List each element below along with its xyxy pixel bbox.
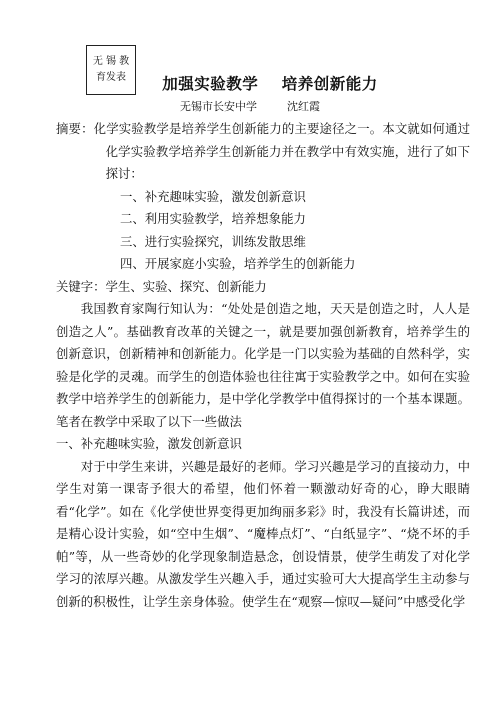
section-heading-1: 一、补充趣味实验，激发创新意识 — [56, 436, 242, 451]
stamp-line-1: 无 锡 教 — [92, 56, 130, 67]
author-line — [180, 98, 380, 114]
author-name: 沈红霞 — [287, 100, 320, 113]
abstract-point-3: 三、进行实验探究，训练发散思维 — [120, 233, 306, 249]
stamp-line-2: 育发表 — [96, 72, 126, 83]
article-body — [56, 118, 470, 613]
article-title: 加强实验教学 培养创新能力 — [162, 75, 378, 93]
keywords: 关键字：学生、实验、探究、创新能力 — [56, 278, 267, 294]
section-1-paragraph: 对于中学生来讲，兴趣是最好的老师。学习兴趣是学习的直接动力，中学生对第一课寄予很大的希望，他们怀着一颗激动好奇的心，睁大眼睛看“化学”。如在《化学使世界变得更加绚丽多彩》时，我没有长篇讲述，而是精心设计实验，如“空中生烟”、“魔棒点灯”、“白纸显字”、“烧不坏的手帕”等，从一些奇妙的化学现象制造悬念，创设情景，使学生萌发了对化学学习的浓厚兴趣。从激发学生兴趣入手，通过实验可大大提高学生主动参与创新的积极性，让学生亲身体验。使学生在“观察—惊叹—疑问”中感受化学 — [56, 458, 470, 609]
abstract-label: 摘要： — [56, 121, 94, 136]
author-school: 无锡市长安中学 — [180, 100, 257, 113]
publication-stamp — [86, 45, 136, 95]
abstract — [56, 118, 470, 186]
abstract-point-1: 一、补充趣味实验，激发创新意识 — [120, 188, 306, 204]
abstract-point-4: 四、开展家庭小实验，培养学生的创新能力 — [120, 256, 356, 271]
intro-paragraph: 我国教育家陶行知认为：“处处是创造之地，天天是创造之时，人人是创造之人”。基础教育改革的关键之一，就是要加强创新教育，培养学生的创新意识，创新精神和创新能力。化学是一门以实验为基础的自然科学，实验是化学的灵魂。而学生的创造体验也往往寓于实验教学之中。如何在实验教学中培养学生的创新能力，是中学化学教学中值得探讨的一个基本课题。笔者在教学中采取了以下一些做法 — [56, 301, 470, 429]
abstract-text: 化学实验教学是培养学生创新能力的主要途径之一。本文就如何通过化学实验教学培养学生创新能力并在教学中有效实施，进行了如下探讨： — [93, 121, 471, 181]
abstract-point-2: 二、利用实验教学，培养想象能力 — [120, 211, 306, 226]
